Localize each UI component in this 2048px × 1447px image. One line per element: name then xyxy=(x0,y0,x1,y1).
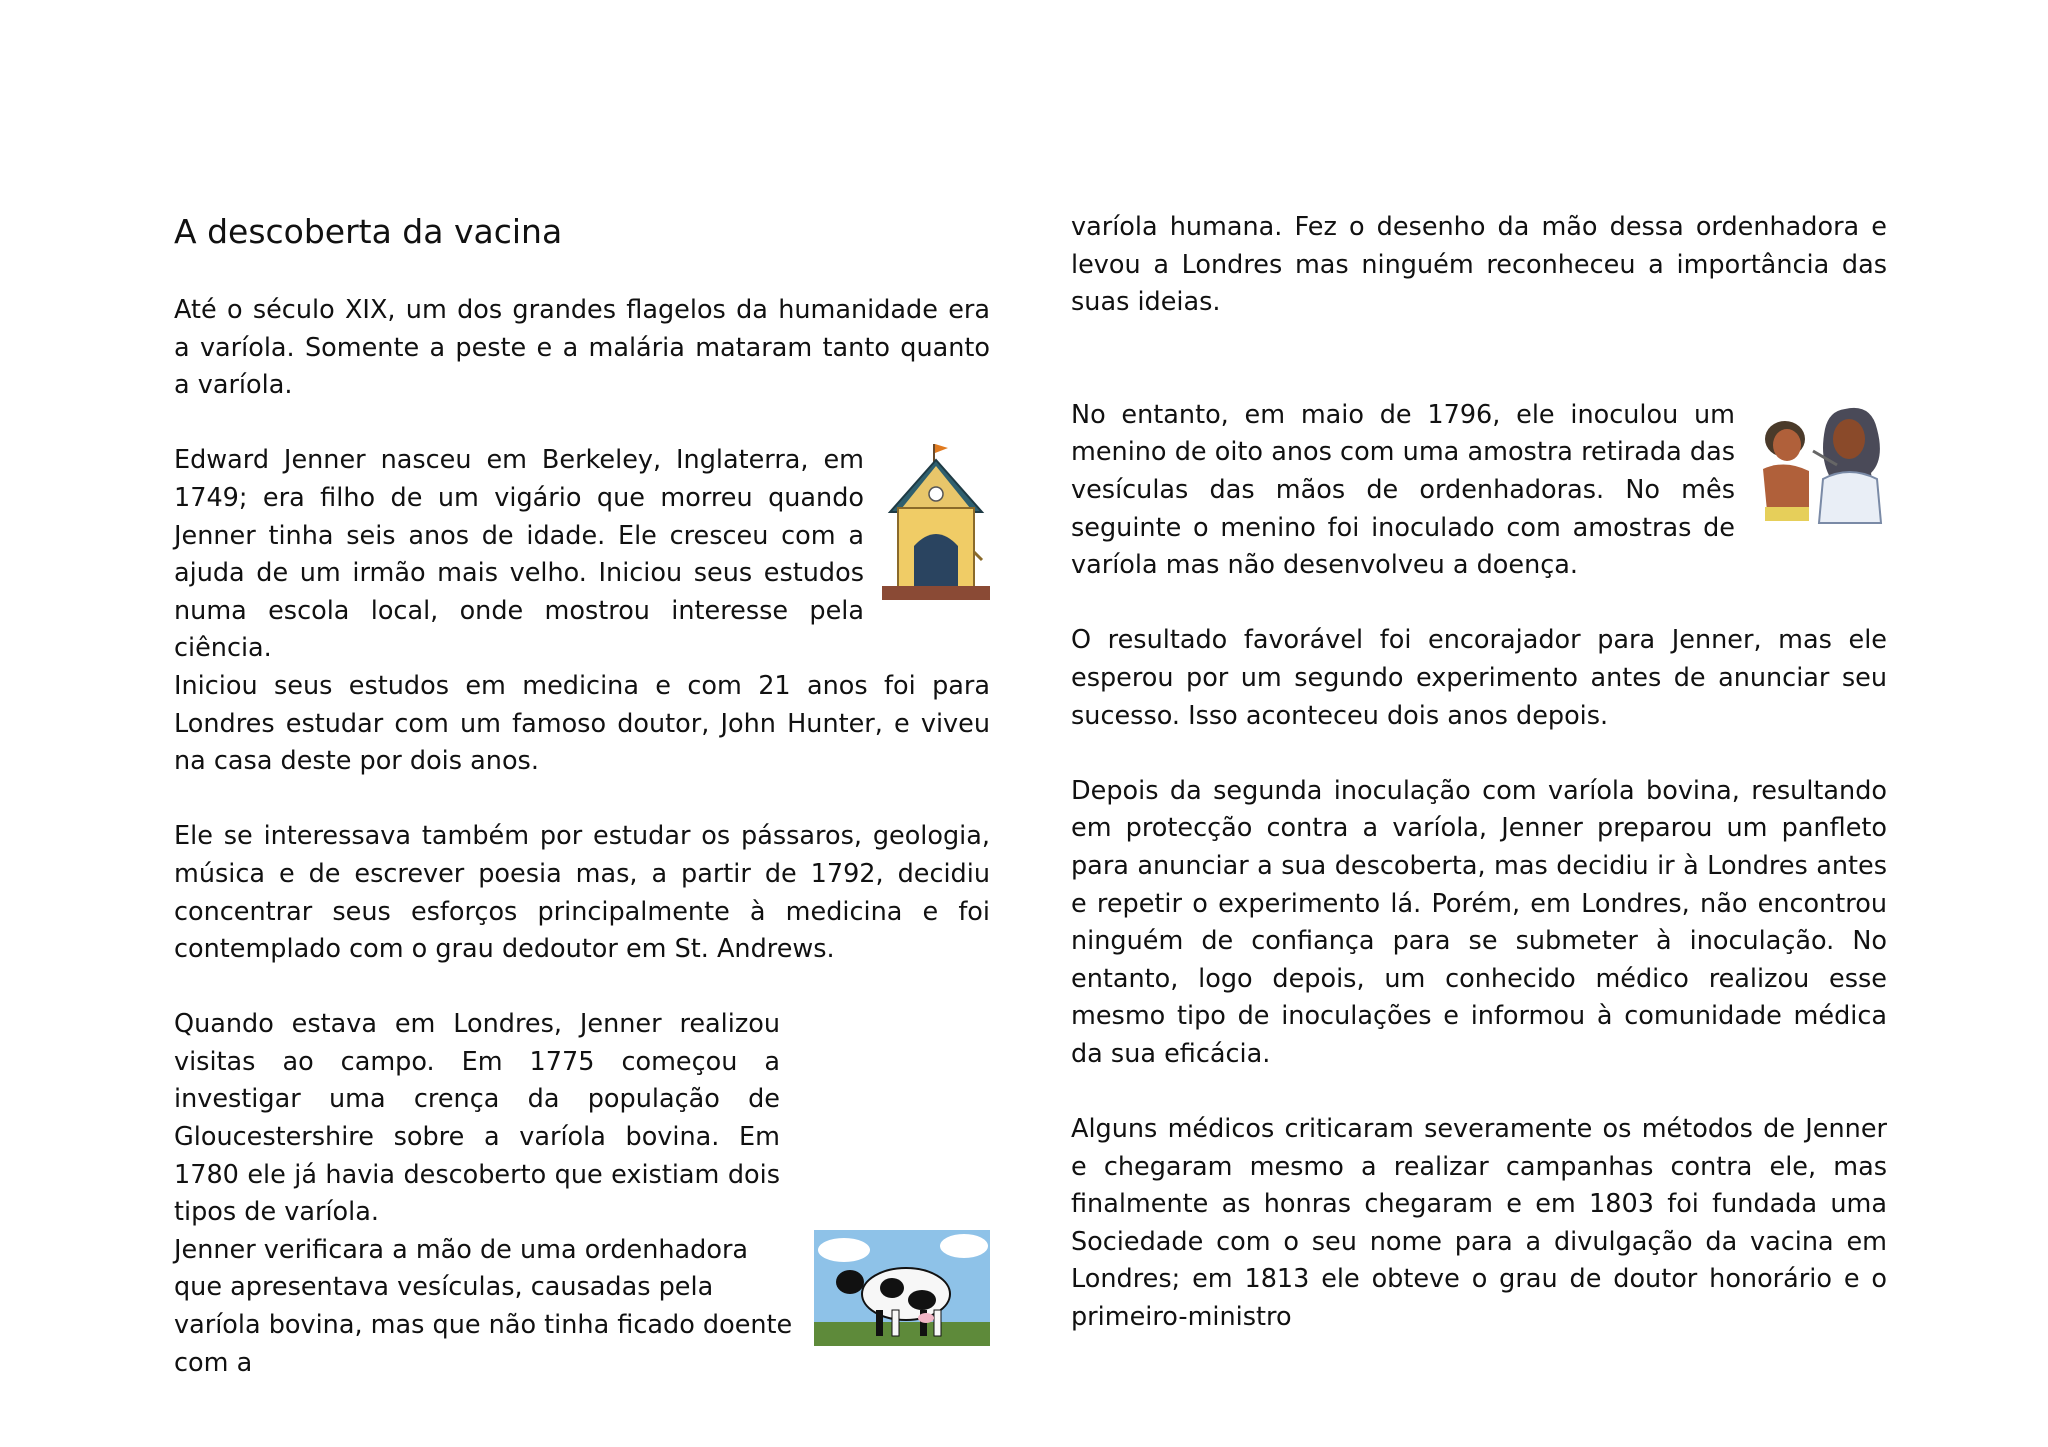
paragraph-milkmaid: Jenner verificara a mão de uma ordenhadora que apresentava vesículas, causadas pela varíola bovina, mas que não tinha ficado doente com a xyxy=(174,1234,793,1378)
paragraph-interests: Ele se interessava também por estudar os pássaros, geologia, música e de escrever poesia mas, a partir de 1792, decidiu concentrar seus esforços principalmente à medicina e foi contemplado com o grau dedoutor em St. Andrews. xyxy=(174,821,990,965)
left-column xyxy=(174,210,990,1382)
page-title: A descoberta da vacina xyxy=(174,212,563,251)
paragraph-intro: Até o século XIX, um dos grandes flagelos da humanidade era a varíola. Somente a peste e a malária mataram tanto quanto a varíola. xyxy=(174,295,990,401)
paragraph-second-inoculation: Depois da segunda inoculação com varíola bovina, resultando em protecção contra a varíola, Jenner preparou um panfleto para anunciar a sua descoberta, mas decidiu ir à Londres antes e repetir o experimento lá. Porém, em Londres, não encontrou ninguém de confiança para se submeter à inoculação. No entanto, logo depois, um conhecido médico realizou esse mesmo tipo de inoculações e informou à comunidade médica da sua eficácia. xyxy=(1071,775,1887,1069)
inoculation-illustration xyxy=(1753,399,1887,525)
school-house-illustration xyxy=(882,442,990,602)
paragraph-jenner-studies: Iniciou seus estudos em medicina e com 21 anos foi para Londres estudar com um famoso doutor, John Hunter, e viveu na casa deste por dois anos. xyxy=(174,670,990,777)
paragraph-criticism: Alguns médicos criticaram severamente os métodos de Jenner e chegaram mesmo a realizar campanhas contra ele, mas finalmente as honras chegaram e em 1803 foi fundada uma Sociedade com o seu nome para a divulgação da vacina em Londres; em 1813 ele obteve o grau de doutor honorário e o primeiro-ministro xyxy=(1071,1114,1887,1333)
paragraph-result: O resultado favorável foi encorajador para Jenner, mas ele esperou por um segundo experimento antes de anunciar seu sucesso. Isso aconteceu dois anos depois. xyxy=(1071,625,1887,731)
right-column xyxy=(1071,209,1887,1337)
paragraph-milkmaid-cont: varíola humana. Fez o desenho da mão dessa ordenhadora e levou a Londres mas ninguém reconheceu a importância das suas ideias. xyxy=(1071,212,1887,318)
paragraph-jenner-birth: Edward Jenner nasceu em Berkeley, Inglaterra, em 1749; era filho de um vigário que morreu quando Jenner tinha seis anos de idade. Ele cresceu com a ajuda de um irmão mais velho. Iniciou seus estudos numa escola local, onde mostrou interesse pela ciência. xyxy=(174,445,864,664)
paragraph-countryside: Quando estava em Londres, Jenner realizou visitas ao campo. Em 1775 começou a investigar uma crença da população de Gloucestershire sobre a varíola bovina. Em 1780 ele já havia descoberto que existiam dois tipos de varíola. xyxy=(174,1009,780,1228)
paragraph-inoculation: No entanto, em maio de 1796, ele inoculou um menino de oito anos com uma amostra retirada das vesículas das mãos de ordenhadoras. No mês seguinte o menino foi inoculado com amostras de varíola mas não desenvolveu a doença. xyxy=(1071,399,1735,581)
cow-illustration xyxy=(814,1230,990,1346)
